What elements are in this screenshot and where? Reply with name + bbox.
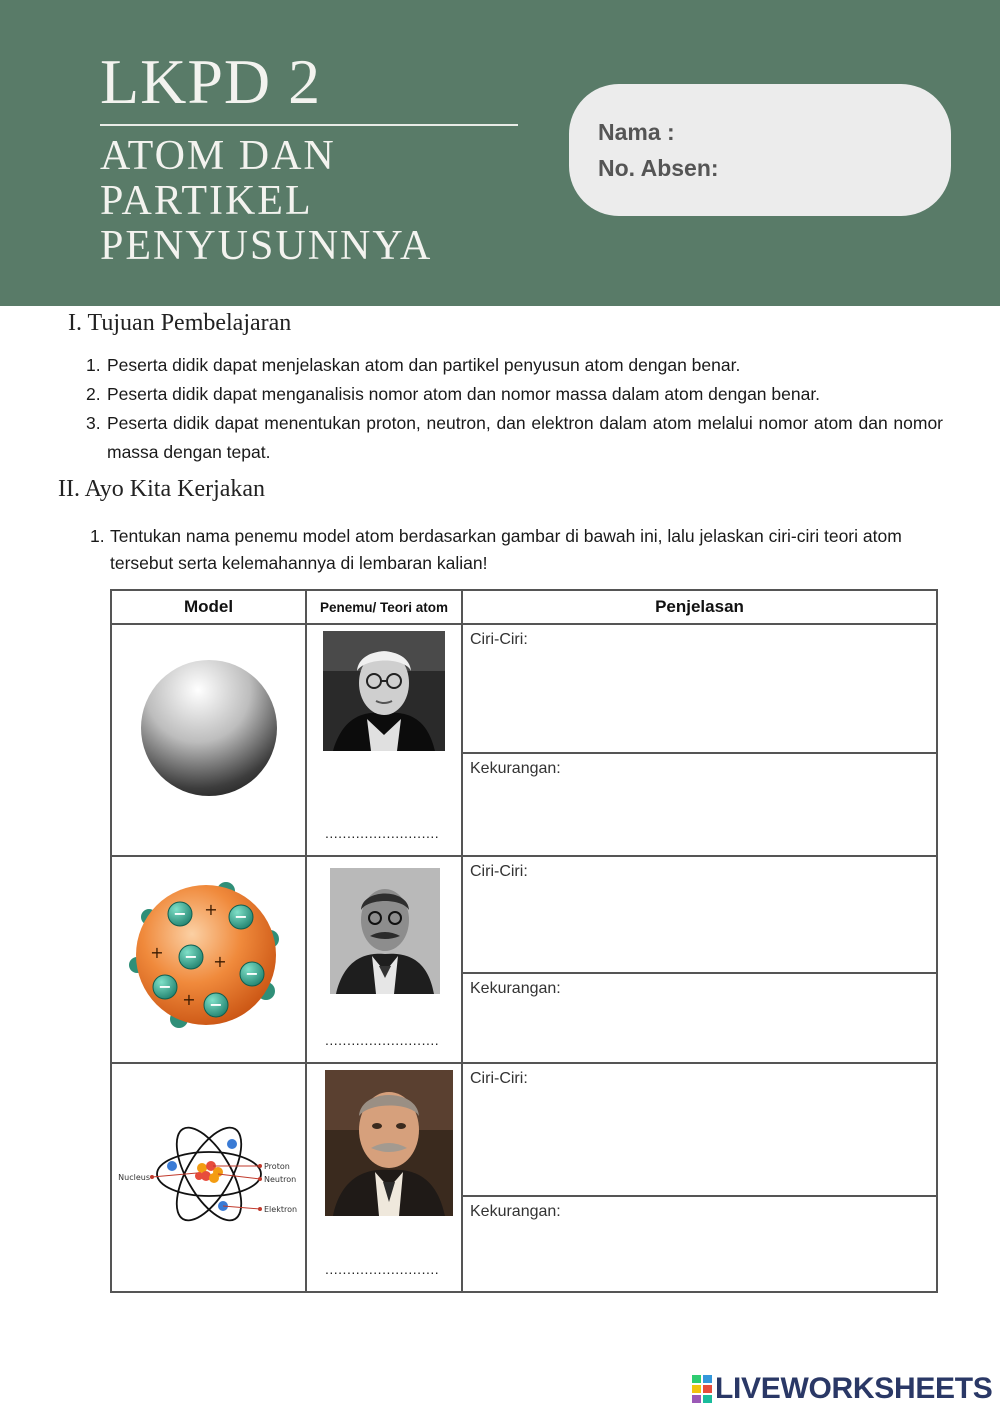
svg-text:−: − [234, 907, 248, 926]
list-item-text: Peserta didik dapat menganalisis nomor atom dan nomor massa dalam atom dengan benar. [107, 384, 821, 404]
brand-name: LIVEWORKSHEETS [715, 1372, 993, 1405]
rutherford-portrait-icon [325, 1070, 453, 1216]
table-row [111, 856, 937, 1063]
subtitle-line: ATOM DAN [100, 133, 336, 179]
nucleus-label: Nucleus [118, 1173, 150, 1182]
kekurangan-field[interactable]: Kekurangan: [470, 760, 561, 777]
kekurangan-field[interactable]: Kekurangan: [470, 980, 561, 997]
page-title: LKPD 2 [100, 46, 322, 117]
task-number: 1. [90, 526, 105, 546]
neutron-label: Neutron [264, 1175, 297, 1184]
svg-text:−: − [173, 904, 187, 923]
explanation-cell [462, 856, 937, 1063]
electron-label: Elektron [264, 1205, 298, 1214]
column-header-model: Model [111, 590, 306, 624]
list-item [86, 351, 943, 380]
objective-list [86, 351, 943, 467]
page-subtitle [100, 134, 432, 269]
ciri-ciri-field[interactable]: Ciri-Ciri: [463, 625, 936, 754]
list-item [86, 380, 943, 409]
plum-pudding-model-icon [112, 857, 302, 1057]
inventor-cell [306, 856, 462, 1063]
svg-text:−: − [184, 947, 198, 966]
model-cell [111, 624, 306, 856]
table-row [111, 624, 937, 856]
section-heading-kerjakan: II. Ayo Kita Kerjakan [58, 476, 266, 502]
header-banner [0, 0, 1000, 306]
thomson-portrait-icon [330, 868, 440, 994]
list-item-number: 1. [86, 355, 101, 375]
solid-sphere-model-icon [112, 625, 302, 850]
list-item [86, 409, 943, 467]
svg-text:+: + [213, 952, 227, 971]
section-heading-tujuan: I. Tujuan Pembelajaran [68, 310, 292, 336]
svg-text:+: + [150, 943, 164, 962]
inventor-answer-blank[interactable]: .......................... [325, 1261, 440, 1277]
explanation-cell [462, 1063, 937, 1292]
inventor-cell [306, 624, 462, 856]
absen-label: No. Absen: [598, 155, 719, 181]
task-text: Tentukan nama penemu model atom berdasarkan gambar di bawah ini, lalu jelaskan ciri-ciri teori atom tersebut serta kelemahannya di lembaran kalian! [110, 526, 902, 573]
ciri-ciri-field[interactable]: Ciri-Ciri: [463, 1064, 936, 1197]
inventor-cell [306, 1063, 462, 1292]
column-header-explanation: Penjelasan [462, 590, 937, 624]
atom-model-table [110, 589, 938, 1293]
name-label: Nama : [598, 119, 675, 145]
student-id-box [569, 84, 951, 216]
task-instruction [90, 523, 940, 577]
title-divider [100, 124, 518, 126]
subtitle-line: PENYUSUNNYA [100, 223, 433, 269]
footer-brand [692, 1372, 993, 1406]
dalton-portrait-icon [323, 631, 445, 751]
svg-text:−: − [245, 964, 259, 983]
svg-text:+: + [182, 990, 196, 1009]
svg-text:−: − [158, 977, 172, 996]
list-item-number: 3. [86, 413, 101, 433]
model-cell [111, 856, 306, 1063]
model-cell [111, 1063, 306, 1292]
table-row [111, 1063, 937, 1292]
svg-text:−: − [209, 995, 223, 1014]
column-header-inventor: Penemu/ Teori atom [306, 590, 462, 624]
inventor-answer-blank[interactable]: .......................... [325, 1032, 440, 1048]
list-item-text: Peserta didik dapat menentukan proton, neutron, dan elektron dalam atom melalui nomor atom dan nomor massa dengan tepat. [107, 413, 943, 462]
proton-label: Proton [264, 1162, 290, 1171]
liveworksheets-logo-icon [692, 1375, 712, 1403]
subtitle-line: PARTIKEL [100, 178, 313, 224]
list-item-number: 2. [86, 384, 101, 404]
table-header-row [111, 590, 937, 624]
svg-text:+: + [204, 900, 218, 919]
explanation-cell [462, 624, 937, 856]
inventor-answer-blank[interactable]: .......................... [325, 825, 440, 841]
nuclear-atom-model-icon [112, 1064, 302, 1286]
ciri-ciri-field[interactable]: Ciri-Ciri: [463, 857, 936, 974]
list-item-text: Peserta didik dapat menjelaskan atom dan partikel penyusun atom dengan benar. [107, 355, 741, 375]
kekurangan-field[interactable]: Kekurangan: [470, 1203, 561, 1220]
